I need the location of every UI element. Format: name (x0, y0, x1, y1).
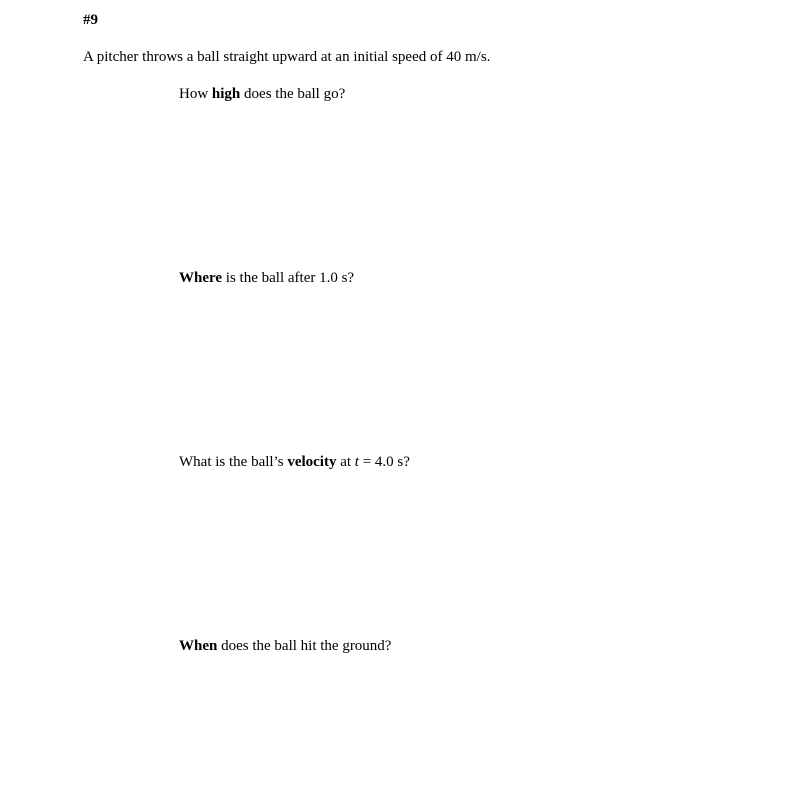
time-variable: t (354, 454, 359, 470)
question-text: is the ball after 1.0 s? (222, 270, 355, 286)
question-text: = 4.0 s? (358, 454, 410, 470)
question-max-height (179, 87, 345, 102)
question-keyword: Where (179, 270, 223, 286)
question-velocity-at-4s (179, 455, 410, 470)
question-keyword: high (211, 86, 241, 102)
question-keyword: When (179, 638, 218, 654)
question-text: does the ball go? (240, 86, 346, 102)
question-hit-ground-time (179, 639, 391, 654)
problem-number: #9 (83, 12, 98, 28)
question-position-after-1s (179, 271, 354, 286)
problem-statement: A pitcher throws a ball straight upward at an initial speed of 40 m/s. (83, 49, 491, 65)
question-text: at (336, 454, 355, 470)
question-text: What is the ball’s (179, 454, 288, 470)
question-keyword: velocity (287, 454, 337, 470)
question-text: How (179, 86, 212, 102)
question-text: does the ball hit the ground? (217, 638, 392, 654)
